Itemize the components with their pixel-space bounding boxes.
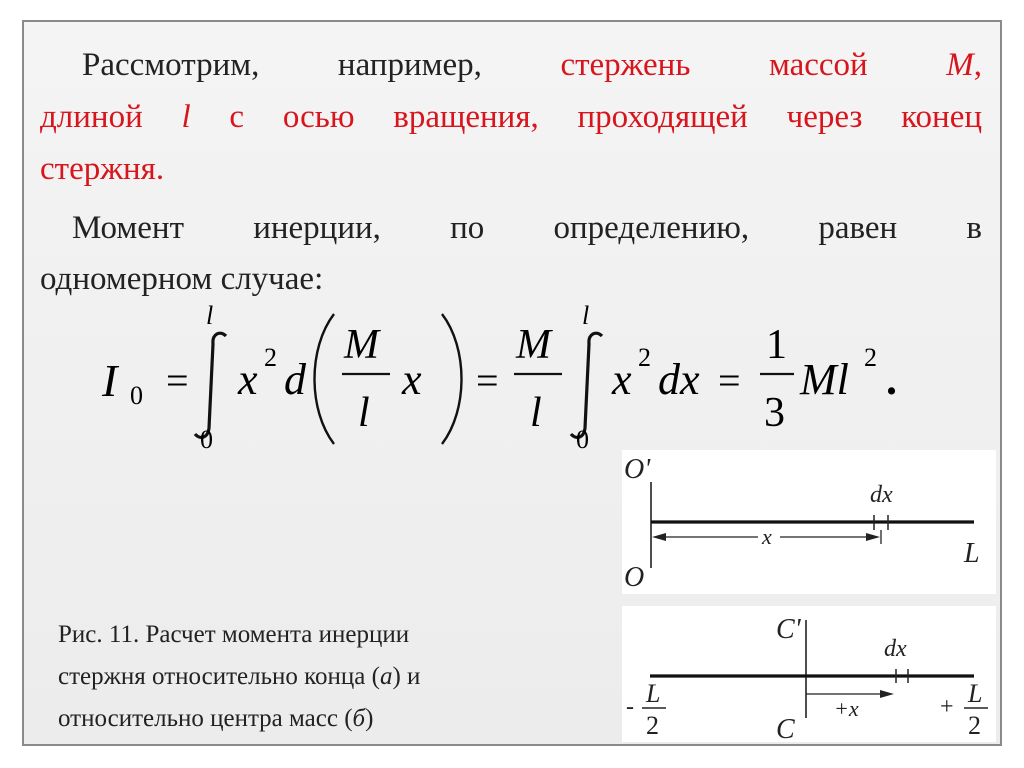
formula-I-sub: 0 [130, 381, 143, 410]
formula-x1: x [238, 355, 258, 404]
formula-x3: x [612, 355, 632, 404]
paragraph1-line1 [82, 40, 982, 90]
figure-b-rod-center-axis [622, 606, 996, 742]
p1-mass-symbol: M, [946, 47, 983, 83]
fig-b-top-label: C' [776, 614, 801, 645]
int1-lower: 0 [200, 425, 213, 454]
formula-sq3: 2 [864, 343, 877, 372]
frac1-num: M [344, 322, 379, 368]
p1-line2-red-b: с осью вращения, проходящей через конец [229, 99, 982, 135]
int2-lower: 0 [576, 425, 589, 454]
fig-b-left-den: 2 [646, 711, 659, 740]
formula-I: I [102, 355, 118, 406]
fig-b-right-num: L [968, 679, 983, 708]
frac2-den: l [530, 390, 542, 436]
fig-b-plus: + [940, 694, 954, 720]
caption-line3: относительно центра масс (б) [58, 705, 374, 732]
fig-a-x-label: x [762, 524, 772, 549]
frac1-den: l [358, 390, 370, 436]
fig-b-x-label: +x [834, 696, 859, 721]
p1-line1-plain: Рассмотрим, например, [82, 47, 482, 83]
paragraph1-line2 [40, 92, 982, 142]
fig-b-left-num: L [646, 679, 661, 708]
figure-caption [58, 614, 598, 740]
formula-eq3: = [718, 358, 741, 403]
paragraph2-line2: одномерном случае: [40, 261, 324, 297]
paragraph1-line3: стержня. [40, 151, 165, 187]
fig-b-dx-label: dx [884, 636, 907, 662]
fig-a-top-label: O' [624, 454, 651, 485]
frac2-num: M [516, 322, 551, 368]
fig-b-right-den: 2 [968, 711, 981, 740]
p1-length-symbol: l [181, 99, 191, 135]
formula-d: d [284, 355, 306, 404]
caption-line2: стержня относительно конца (а) и [58, 663, 421, 690]
moment-of-inertia-formula [96, 300, 916, 460]
figure-a-rod-end-axis [622, 450, 996, 594]
formula-sq1: 2 [264, 343, 277, 372]
p1-line1-red: стержень массой [560, 47, 868, 83]
paren-left [315, 314, 335, 444]
fig-b-minus: - [626, 694, 634, 720]
fig-a-end-label: L [964, 538, 980, 569]
formula-Ml: Ml [800, 355, 849, 404]
formula-eq2: = [476, 358, 499, 403]
int1-upper: l [206, 301, 214, 330]
paragraph2-line1: Момент инерции, по определению, равен в [72, 210, 982, 246]
integral-sign-1 [195, 333, 226, 437]
formula-period: . [886, 355, 897, 404]
frac3-num: 1 [766, 322, 787, 368]
paren-right [442, 314, 462, 444]
int2-upper: l [582, 301, 590, 330]
fig-a-dx-label: dx [870, 482, 893, 508]
integral-sign-2 [571, 333, 602, 437]
formula-eq1: = [166, 358, 189, 403]
fig-a-bottom-label: O [624, 562, 645, 593]
frac3-den: 3 [764, 390, 785, 436]
formula-sq2: 2 [638, 343, 651, 372]
formula-x2: x [402, 355, 422, 404]
p1-line2-red-a: длиной [40, 99, 143, 135]
fig-b-bottom-label: C [776, 714, 795, 742]
caption-line1: Рис. 11. Расчет момента инерции [58, 621, 410, 648]
formula-dx: dx [658, 355, 700, 404]
